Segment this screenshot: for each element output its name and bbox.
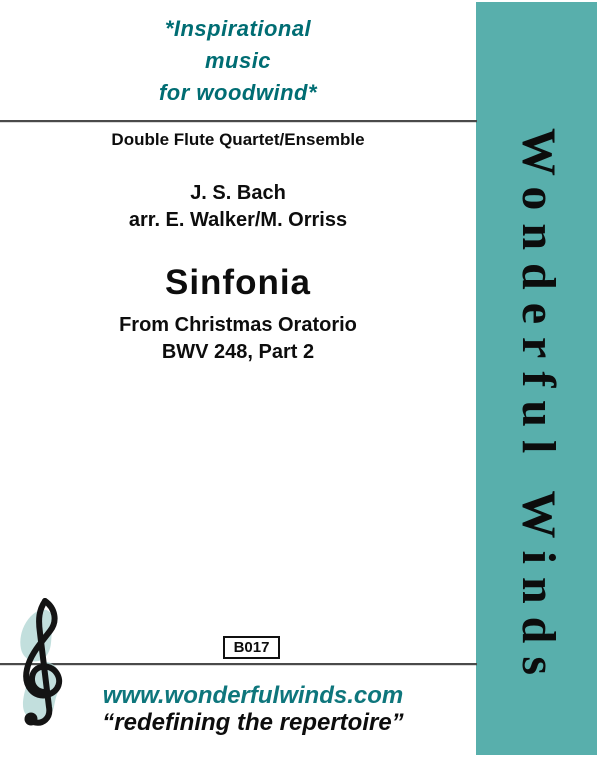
subtitle-line-1: From Christmas Oratorio [119,314,357,336]
work-title: Sinfonia [164,263,312,302]
arranger-name: arr. E. Walker/M. Orriss [128,209,348,231]
catalog-number: B017 [233,639,270,656]
subtitle-line-2: BWV 248, Part 2 [161,341,315,363]
tagline-line-3: for woodwind* [158,80,318,105]
tagline-line-1: *Inspirational [164,16,312,41]
tagline [0,13,476,109]
slogan: “redefining the repertoire” [102,709,404,736]
tagline-line-2: music [204,48,272,73]
credits [0,180,476,234]
work-subtitle [0,312,476,366]
catalog-number-box [223,636,280,659]
website-url: www.wonderfulwinds.com [102,682,404,709]
ensemble-label: Double Flute Quartet/Ensemble [111,130,365,149]
treble-clef-icon [6,594,76,730]
composer-name: J. S. Bach [190,182,286,204]
top-divider [0,120,477,122]
publisher-name-vertical: Wonderful Winds [512,128,565,689]
